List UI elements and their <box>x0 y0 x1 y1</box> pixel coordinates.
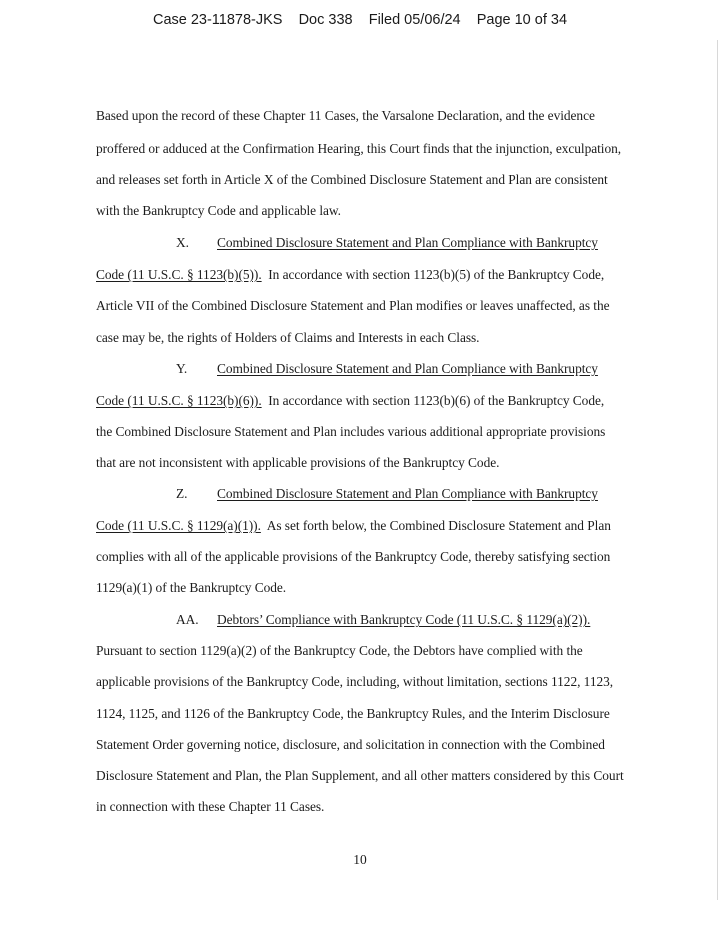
page-number: 10 <box>353 852 367 867</box>
case-header: Case 23-11878-JKS Doc 338 Filed 05/06/24 Page 10 of 34 <box>152 12 568 28</box>
paragraph-z-line: 1129(a)(1) of the Bankruptcy Code. <box>96 580 287 595</box>
paragraph-aa-line: 1124, 1125, and 1126 of the Bankruptcy Code, the Bankruptcy Rules, and the Interim Disclosure <box>96 706 610 721</box>
paragraph-z-line: Code (11 U.S.C. § 1129(a)(1)). As set forth below, the Combined Disclosure Statement and Plan <box>96 518 611 533</box>
paragraph-z-label: Z. <box>176 486 188 501</box>
paragraph-z-heading: Z. Combined Disclosure Statement and Plan Compliance with Bankruptcy <box>176 484 626 504</box>
paragraph-aa-heading: AA. Debtors’ Compliance with Bankruptcy Code (11 U.S.C. § 1129(a)(2)). <box>176 610 626 630</box>
intro-line: Based upon the record of these Chapter 11 Cases, the Varsalone Declaration, and the evidence <box>96 108 595 123</box>
paragraph-y-line: the Combined Disclosure Statement and Plan includes various additional appropriate provisions <box>96 424 606 439</box>
paragraph-x-heading: X. Combined Disclosure Statement and Plan Compliance with Bankruptcy <box>176 233 626 253</box>
paragraph-x-line: case may be, the rights of Holders of Claims and Interests in each Class. <box>96 330 480 345</box>
paragraph-y-line: that are not inconsistent with applicable provisions of the Bankruptcy Code. <box>96 455 500 470</box>
paragraph-aa-line: Disclosure Statement and Plan, the Plan Supplement, and all other matters considered by this Court <box>96 768 624 783</box>
paragraph-x-label: X. <box>176 235 189 250</box>
paragraph-z-line: complies with all of the applicable provisions of the Bankruptcy Code, thereby satisfying section <box>96 549 611 564</box>
paragraph-aa-line: Pursuant to section 1129(a)(2) of the Bankruptcy Code, the Debtors have complied with the <box>96 643 583 658</box>
paragraph-aa-line: Statement Order governing notice, disclosure, and solicitation in connection with the Combined <box>96 737 605 752</box>
intro-line: and releases set forth in Article X of the Combined Disclosure Statement and Plan are consistent <box>96 172 608 187</box>
paragraph-y-label: Y. <box>176 361 188 376</box>
intro-line: with the Bankruptcy Code and applicable law. <box>96 203 341 218</box>
paragraph-aa-line: in connection with these Chapter 11 Cases. <box>96 799 325 814</box>
page-edge <box>717 40 718 900</box>
paragraph-y-heading: Y. Combined Disclosure Statement and Plan Compliance with Bankruptcy <box>176 359 626 379</box>
paragraph-aa-label: AA. <box>176 612 199 627</box>
paragraph-aa-line: applicable provisions of the Bankruptcy Code, including, without limitation, sections 1122, 1123, <box>96 674 614 689</box>
intro-line: proffered or adduced at the Confirmation Hearing, this Court finds that the injunction, exculpation, <box>96 141 622 156</box>
paragraph-x-line: Code (11 U.S.C. § 1123(b)(5)). In accordance with section 1123(b)(5) of the Bankruptcy Code, <box>96 267 605 282</box>
paragraph-x-line: Article VII of the Combined Disclosure Statement and Plan modifies or leaves unaffected, as the <box>96 298 610 313</box>
paragraph-y-line: Code (11 U.S.C. § 1123(b)(6)). In accordance with section 1123(b)(6) of the Bankruptcy Code, <box>96 393 605 408</box>
